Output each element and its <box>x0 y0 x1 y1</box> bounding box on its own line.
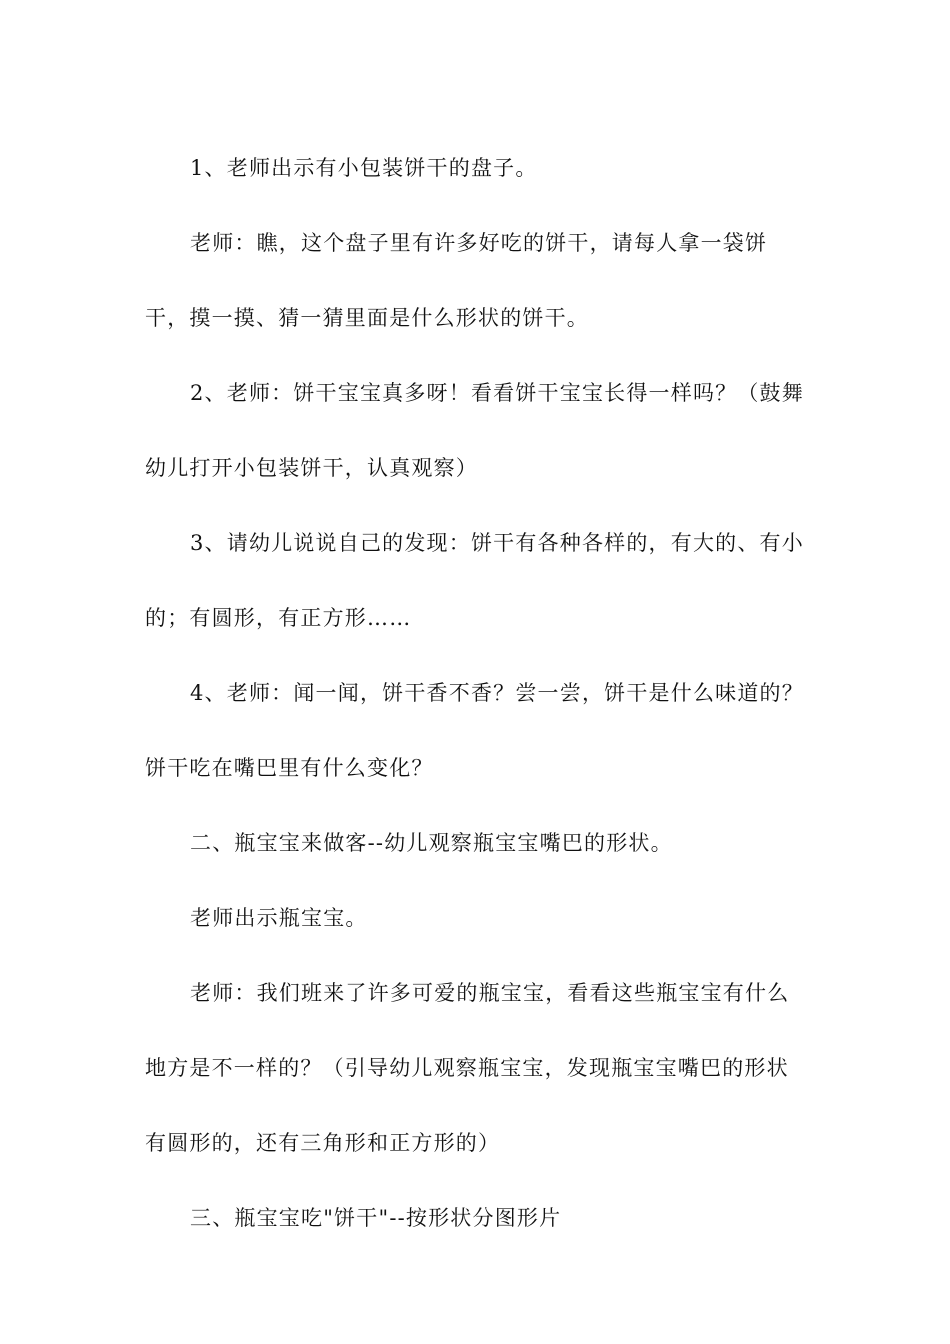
paragraph-step-4: 4、老师：闻一闻，饼干香不香？尝一尝，饼干是什么味道的？饼干吃在嘴巴里有什么变化？ <box>145 681 804 780</box>
paragraph-step-1: 1、老师出示有小包装饼干的盘子。 <box>190 156 538 180</box>
section-heading-2: 二、瓶宝宝来做客--幼儿观察瓶宝宝嘴巴的形状。 <box>190 831 673 855</box>
paragraph-show-bottles: 老师出示瓶宝宝。 <box>190 906 368 930</box>
paragraph-step-2: 2、老师：饼干宝宝真多呀！看看饼干宝宝长得一样吗？（鼓舞幼儿打开小包装饼干，认真观察） <box>145 381 804 480</box>
section-heading-3: 三、瓶宝宝吃"饼干"--按形状分图形片 <box>190 1206 562 1230</box>
paragraph-step-3: 3、请幼儿说说自己的发现：饼干有各种各样的，有大的、有小的；有圆形，有正方形…… <box>145 531 804 630</box>
paragraph-teacher-intro: 老师：瞧，这个盘子里有许多好吃的饼干，请每人拿一袋饼干，摸一摸、猜一猜里面是什么形状的饼干。 <box>145 231 768 330</box>
document-body <box>145 131 805 1256</box>
paragraph-teacher-bottles: 老师：我们班来了许多可爱的瓶宝宝，看看这些瓶宝宝有什么地方是不一样的？（引导幼儿观察瓶宝宝，发现瓶宝宝嘴巴的形状有圆形的，还有三角形和正方形的） <box>145 981 790 1155</box>
